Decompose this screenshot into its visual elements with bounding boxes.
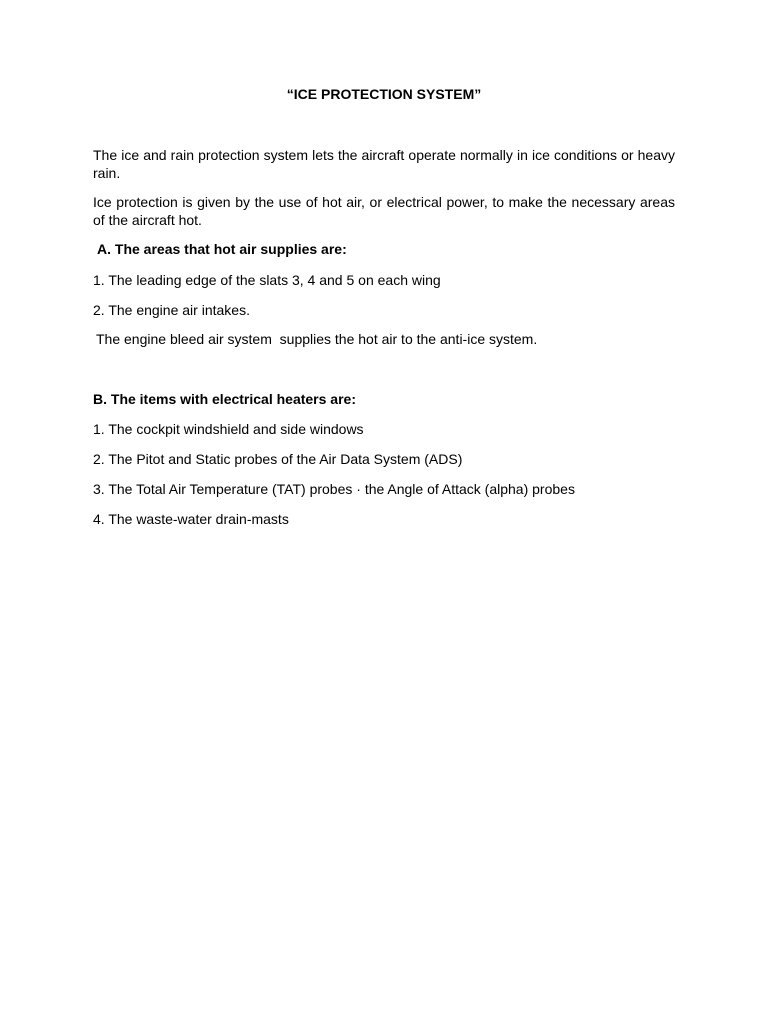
- intro-paragraph-2: Ice protection is given by the use of hot air, or electrical power, to make the necessary areas of the aircraft hot.: [93, 194, 675, 228]
- section-a-heading: A. The areas that hot air supplies are:: [97, 241, 347, 257]
- document-title: “ICE PROTECTION SYSTEM”: [286, 86, 482, 102]
- section-b-item-4: 4. The waste-water drain-masts: [93, 511, 289, 527]
- intro-paragraph-1: The ice and rain protection system lets the aircraft operate normally in ice conditions or heavy rain.: [93, 147, 675, 181]
- section-b-item-1: 1. The cockpit windshield and side windows: [93, 421, 364, 437]
- section-a-note: The engine bleed air system supplies the hot air to the anti-ice system.: [96, 331, 538, 347]
- section-b-item-2: 2. The Pitot and Static probes of the Air Data System (ADS): [93, 451, 463, 467]
- section-b-item-3: 3. The Total Air Temperature (TAT) probes · the Angle of Attack (alpha) probes: [93, 481, 575, 497]
- section-b-heading: B. The items with electrical heaters are:: [93, 391, 356, 407]
- section-a-item-1: 1. The leading edge of the slats 3, 4 and 5 on each wing: [93, 272, 441, 288]
- section-a-item-2: 2. The engine air intakes.: [93, 302, 250, 318]
